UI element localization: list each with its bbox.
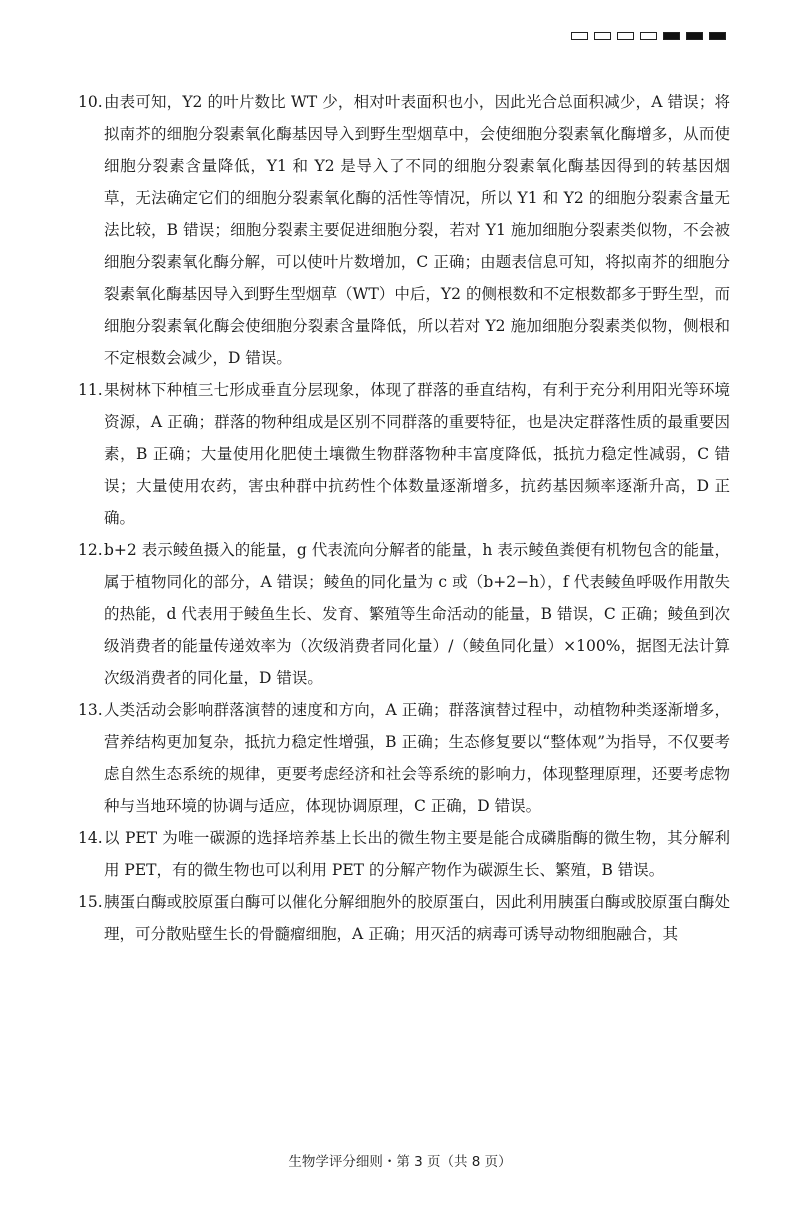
header-mark-empty [640,32,657,40]
header-mark-empty [571,32,588,40]
item-number: 15. [78,893,103,911]
item-text: b+2 表示鲮鱼摄入的能量，g 代表流向分解者的能量，h 表示鲮鱼粪便有机物包含的能量，属于植物同化的部分，A 错误；鲮鱼的同化量为 c 或（b+2−h），f 代表鲮鱼呼吸作用散失的热能，d 代表用于鲮鱼生长、发育、繁殖等生命活动的能量，B 错误，C 正确；鲮鱼到次级消费者的能量传递效率为（次级消费者同化量）/（鲮鱼同化量）×100%，据图无法计算次级消费者的同化量，D 错误。 [104,541,730,687]
item-number: 10. [78,93,103,111]
explanation-item-14 [80,822,730,886]
explanation-item-12 [80,534,730,694]
explanation-item-11 [80,374,730,534]
item-text: 由表可知，Y2 的叶片数比 WT 少，相对叶表面积也小，因此光合总面积减少，A 错误；将拟南芥的细胞分裂素氧化酶基因导入到野生型烟草中，会使细胞分裂素氧化酶增多，从而使细胞分裂素含量降低，Y1 和 Y2 是导入了不同的细胞分裂素氧化酶基因得到的转基因烟草，无法确定它们的细胞分裂素氧化酶的活性等情况，所以 Y1 和 Y2 的细胞分裂素含量无法比较，B 错误；细胞分裂素主要促进细胞分裂，若对 Y1 施加细胞分裂素类似物，不会被细胞分裂素氧化酶分解，可以使叶片数增加，C 正确；由题表信息可知，将拟南芥的细胞分裂素氧化酶基因导入到野生型烟草（WT）中后，Y2 的侧根数和不定根数都多于野生型，而细胞分裂素氧化酶会使细胞分裂素含量降低，所以若对 Y2 施加细胞分裂素类似物，侧根和不定根数会减少，D 错误。 [104,93,730,367]
item-number: 14. [78,829,103,847]
page-footer: 生物学评分细则・第 3 页（共 8 页） [288,1154,512,1170]
explanation-item-10 [80,86,730,374]
answer-explanations [80,86,730,950]
item-text: 人类活动会影响群落演替的速度和方向，A 正确；群落演替过程中，动植物种类逐渐增多，营养结构更加复杂，抵抗力稳定性增强，B 正确；生态修复要以“整体观”为指导，不仅要考虑自然生态系统的规律，更要考虑经济和社会等系统的影响力，体现整理原理，还要考虑物种与当地环境的协调与适应，体现协调原理，C 正确，D 错误。 [104,701,730,815]
header-mark-empty [617,32,634,40]
header-mark-filled [686,32,703,40]
item-number: 12. [78,541,103,559]
explanation-item-15 [80,886,730,950]
header-mark-filled [663,32,680,40]
item-number: 13. [78,701,103,719]
explanation-item-13 [80,694,730,822]
item-number: 11. [78,381,103,399]
header-mark-empty [594,32,611,40]
item-text: 以 PET 为唯一碳源的选择培养基上长出的微生物主要是能合成磷脂酶的微生物，其分解利用 PET，有的微生物也可以利用 PET 的分解产物作为碳源生长、繁殖，B 错误。 [104,829,730,879]
header-marks [571,32,726,40]
item-text: 果树林下种植三七形成垂直分层现象，体现了群落的垂直结构，有利于充分利用阳光等环境资源，A 正确；群落的物种组成是区别不同群落的重要特征，也是决定群落性质的最重要因素，B 正确；大量使用化肥使土壤微生物群落物种丰富度降低，抵抗力稳定性减弱，C 错误；大量使用农药，害虫种群中抗药性个体数量逐渐增多，抗药基因频率逐渐升高，D 正确。 [104,381,730,527]
item-text: 胰蛋白酶或胶原蛋白酶可以催化分解细胞外的胶原蛋白，因此利用胰蛋白酶或胶原蛋白酶处理，可分散贴壁生长的骨髓瘤细胞，A 正确；用灭活的病毒可诱导动物细胞融合，其 [104,893,730,943]
header-mark-filled [709,32,726,40]
